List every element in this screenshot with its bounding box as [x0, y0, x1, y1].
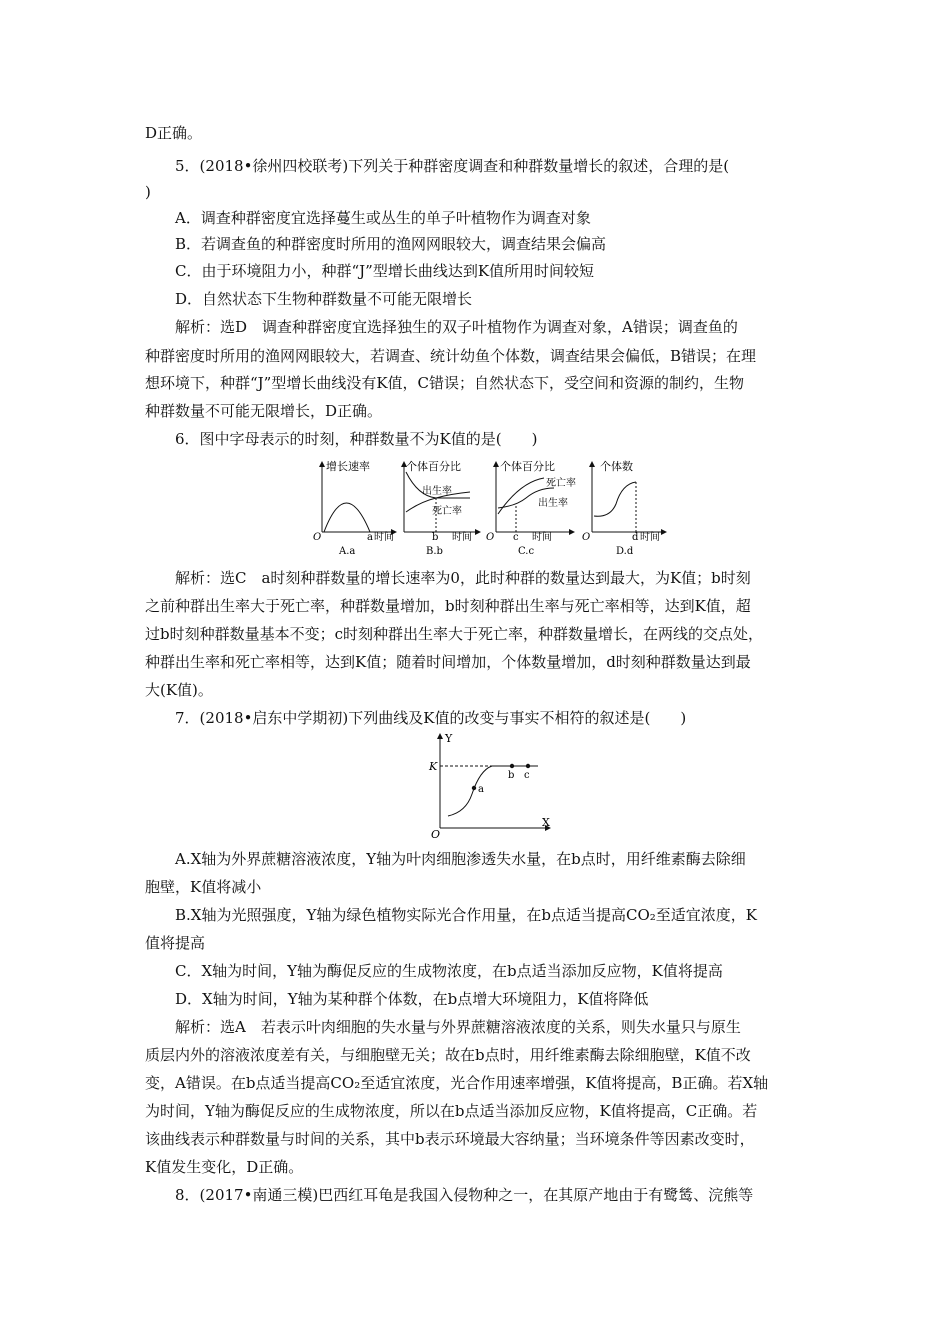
analysis-line: 该曲线表示种群数量与时间的关系，其中b表示环境最大容纳量；当环境条件等因素改变时， — [145, 1130, 755, 1148]
analysis-line: K值发生变化，D正确。 — [145, 1158, 304, 1176]
analysis-line: 过b时刻种群数量基本不变；c时刻种群出生率大于死亡率，种群数量增长，在两线的交点处， — [145, 625, 764, 643]
graph-c-xlabel: 时间 — [532, 532, 552, 543]
graph-a-origin: O — [313, 532, 322, 543]
fig7-y-label: Y — [445, 732, 453, 745]
option-a: A.X轴为外界蔗糖溶液浓度，Y轴为叶肉细胞渗透失水量，在b点时，用纤维素酶去除细 — [175, 850, 746, 868]
analysis-line: 种群密度时所用的渔网网眼较大，若调查、统计幼鱼个体数，调查结果会偏低，B错误；在理 — [145, 347, 757, 365]
text-line: ) — [145, 183, 151, 201]
option-b: B.X轴为光照强度，Y轴为绿色植物实际光合作用量，在b点适当提高CO₂至适宜浓度，K — [175, 906, 757, 924]
analysis-line: 种群数量不可能无限增长，D正确。 — [145, 402, 383, 420]
graph-a-xlabel: 时间 — [374, 532, 394, 543]
graph-c-label1: 死亡率 — [546, 478, 576, 489]
option-b: B．若调查鱼的种群密度时所用的渔网网眼较大，调查结果会偏高 — [175, 235, 607, 253]
option-b-cont: 值将提高 — [145, 934, 206, 952]
analysis-line: 变，A错误。在b点适当提高CO₂至适宜浓度，光合作用速率增强，K值将提高，B正确。若X轴 — [145, 1074, 769, 1092]
analysis-line: 质层内外的溶液浓度差有关，与细胞壁无关；故在b点时，用纤维素酶去除细胞壁，K值不改 — [145, 1046, 751, 1064]
graph-d-origin: O — [582, 532, 591, 543]
graph-a-ylabel: 增长速率 — [326, 460, 370, 473]
graph-c-mark: c — [513, 532, 519, 543]
fig7-point-a: a — [478, 784, 484, 795]
graph-d-mark: d — [632, 532, 639, 543]
graph-d-caption: D.d — [616, 546, 634, 557]
analysis-line: 解析：选D 调查种群密度宜选择独生的双子叶植物作为调查对象，A错误；调查鱼的 — [175, 318, 738, 336]
question-5-stem: 5．(2018•徐州四校联考)下列关于种群密度调查和种群数量增长的叙述，合理的是( — [175, 157, 730, 175]
option-c: C．由于环境阻力小，种群“J”型增长曲线达到K值所用时间较短 — [175, 262, 595, 280]
text-line: D正确。 — [145, 124, 203, 142]
option-d: D．自然状态下生物种群数量不可能无限增长 — [175, 290, 473, 308]
option-c: C．X轴为时间，Y轴为酶促反应的生成物浓度，在b点适当添加反应物，K值将提高 — [175, 962, 723, 980]
fig7-x-label: X — [542, 816, 550, 829]
question-6-stem: 6．图中字母表示的时刻，种群数量不为K值的是( ) — [175, 430, 538, 448]
graph-b-label1: 出生率 — [422, 486, 452, 497]
figure-7 — [420, 728, 560, 842]
graph-b-caption: B.b — [426, 546, 443, 557]
option-a: A．调查种群密度宜选择蔓生或丛生的单子叶植物作为调查对象 — [175, 209, 591, 227]
graph-b-mark: b — [432, 532, 439, 543]
graph-a-mark: a — [367, 532, 373, 543]
graph-d-xlabel: 时间 — [640, 532, 660, 543]
graph-c-caption: C.c — [518, 546, 535, 557]
fig7-point-c: c — [524, 770, 530, 781]
analysis-line: 之前种群出生率大于死亡率，种群数量增加，b时刻种群出生率与死亡率相等，达到K值，超 — [145, 597, 751, 615]
graph-c-label2: 出生率 — [538, 498, 568, 509]
graph-c-ylabel: 个体百分比 — [500, 460, 555, 473]
option-d: D．X轴为时间，Y轴为某种群个体数，在b点增大环境阻力，K值将降低 — [175, 990, 649, 1008]
graph-b-label2: 死亡率 — [432, 506, 462, 517]
analysis-line: 解析：选C a时刻种群数量的增长速率为0，此时种群的数量达到最大，为K值；b时刻 — [175, 569, 751, 587]
graph-b-ylabel: 个体百分比 — [406, 460, 461, 473]
option-a-cont: 胞壁，K值将减小 — [145, 878, 262, 896]
fig7-point-b: b — [508, 770, 515, 781]
analysis-line: 种群出生率和死亡率相等，达到K值；随着时间增加，个体数量增加，d时刻种群数量达到最 — [145, 653, 751, 671]
analysis-line: 想环境下，种群“J”型增长曲线没有K值，C错误；自然状态下，受空间和资源的制约，生物 — [145, 374, 745, 392]
question-7-stem: 7．(2018•启东中学期初)下列曲线及K值的改变与事实不相符的叙述是( ) — [175, 709, 687, 727]
graph-d-ylabel: 个体数 — [600, 460, 633, 473]
graph-a-caption: A.a — [339, 546, 356, 557]
analysis-line: 大(K值)。 — [145, 681, 213, 699]
fig7-origin: O — [431, 828, 441, 841]
question-8-stem: 8．(2017•南通三模)巴西红耳龟是我国入侵物种之一，在其原产地由于有鹭鸶、浣熊等 — [175, 1186, 754, 1204]
graph-c-origin: O — [486, 532, 495, 543]
analysis-line: 解析：选A 若表示叶肉细胞的失水量与外界蔗糖溶液浓度的关系，则失水量只与原生 — [175, 1018, 741, 1036]
graph-b-xlabel: 时间 — [452, 532, 472, 543]
figure-6 — [310, 458, 660, 558]
fig7-k-label: K — [429, 760, 438, 773]
analysis-line: 为时间，Y轴为酶促反应的生成物浓度，所以在b点适当添加反应物，K值将提高，C正确。若 — [145, 1102, 758, 1120]
